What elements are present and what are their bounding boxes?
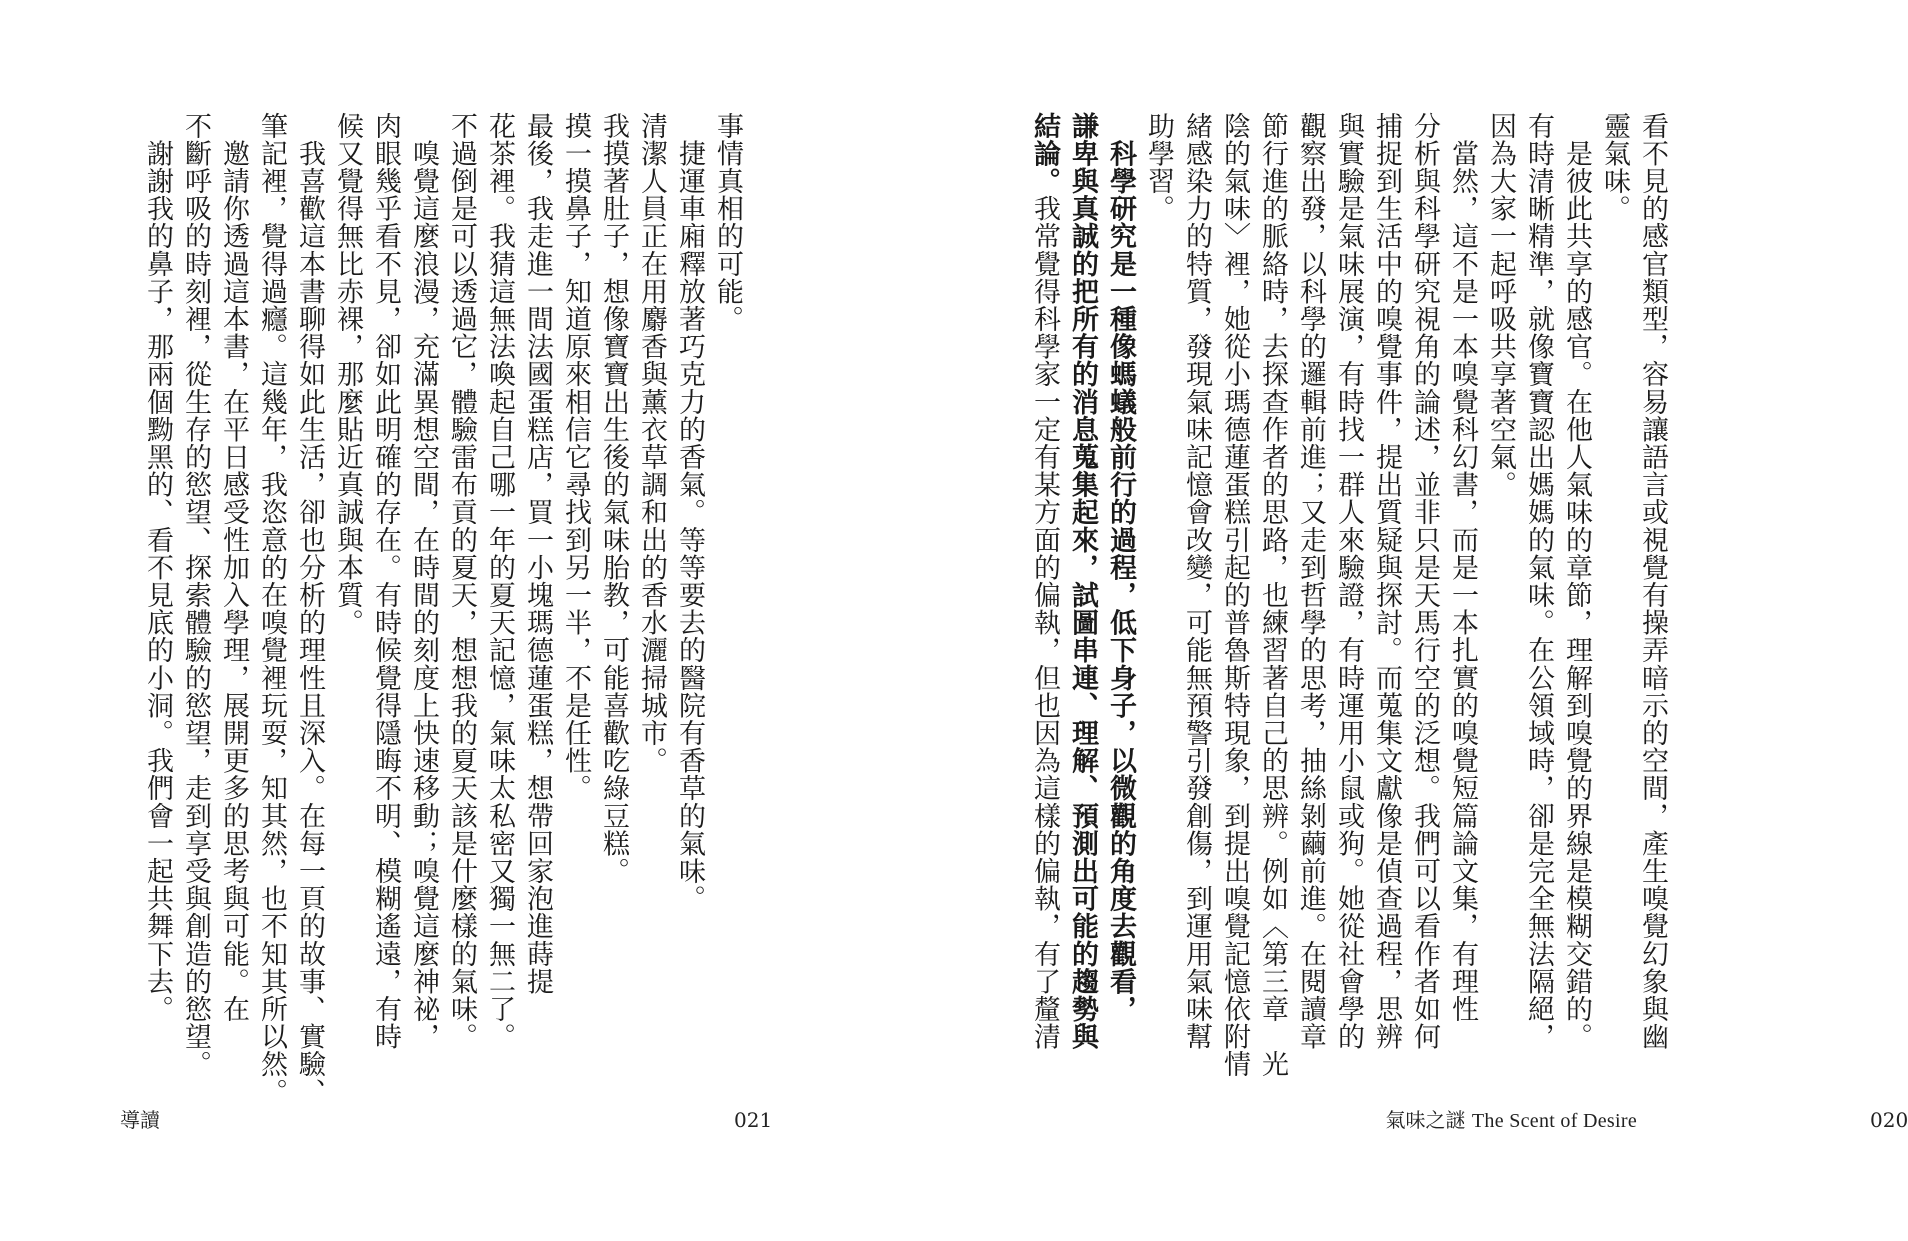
text-column: 候又覺得無比赤裸，那麼貼近真誠與本質。: [332, 112, 363, 637]
page-number: 020: [1870, 1108, 1908, 1132]
text-column: 肉眼幾乎看不見，卻如此明確的存在。有時候覺得隱晦不明、模糊遙遠，有時: [370, 112, 401, 1051]
text-column: 清潔人員正在用麝香與薰衣草調和出的香水灑掃城市。: [636, 112, 667, 775]
page-number: 021: [734, 1108, 773, 1132]
text-column: 事情真相的可能。: [712, 112, 743, 333]
text-column: 嗅覺這麼浪漫，充滿異想空間，在時間的刻度上快速移動；嗅覺這麼神祕，: [408, 112, 439, 1051]
text-column: 與實驗是氣味展演，有時找一群人來驗證，有時運用小鼠或狗。她從社會學的: [1333, 112, 1364, 1051]
text-column: 摸一摸鼻子，知道原來相信它尋找到另一半，不是任性。: [560, 112, 591, 802]
running-footer-section: 導讀: [120, 1108, 160, 1132]
book-title-zh: 氣味之謎: [1385, 1108, 1466, 1132]
running-footer-book-title: [1386, 1108, 1637, 1133]
text-column: 助學習。: [1143, 112, 1174, 223]
text-column: 因為大家一起呼吸共享著空氣。: [1485, 112, 1516, 499]
left-page: [0, 0, 874, 1241]
text-column: 看不見的感官類型，容易讓語言或視覺有操弄暗示的空間，產生嗅覺幻象與幽: [1637, 112, 1668, 1051]
text-column: 不過倒是可以透過它，體驗雷布貢的夏天，想想我的夏天該是什麼樣的氣味。: [446, 112, 477, 1051]
text-emphasis-fragment: 結論。: [1029, 112, 1060, 195]
text-column-emphasis: 科學研究是一種像螞蟻般前行的過程，低下身子，以微觀的角度去觀看，: [1105, 112, 1136, 1023]
text-column: 謝謝我的鼻子，那兩個黝黑的、看不見底的小洞。我們會一起共舞下去。: [142, 112, 173, 1023]
text-column-emphasis: 謙卑與真誠的把所有的消息蒐集起來，試圖串連、理解、預測出可能的趨勢與: [1067, 112, 1098, 1051]
text-column: 當然，這不是一本嗅覺科幻書，而是一本扎實的嗅覺短篇論文集，有理性: [1447, 112, 1478, 1023]
text-column: 陰的氣味〉裡，她從小瑪德蓮蛋糕引起的普魯斯特現象，到提出嗅覺記憶依附情: [1219, 112, 1250, 1078]
text-column: 筆記裡，覺得過癮。這幾年，我恣意的在嗅覺裡玩耍，知其然，也不知其所以然。: [256, 112, 287, 1106]
text-column: 邀請你透過這本書，在平日感受性加入學理，展開更多的思考與可能。在: [218, 112, 249, 1023]
text-column: 我摸著肚子，想像寶寶出生後的氣味胎教，可能喜歡吃綠豆糕。: [598, 112, 629, 885]
text-column: 分析與科學研究視角的論述，並非只是天馬行空的泛想。我們可以看作者如何: [1409, 112, 1440, 1051]
text-column: 觀察出發，以科學的邏輯前進；又走到哲學的思考，抽絲剝繭前進。在閱讀章: [1295, 112, 1326, 1051]
text-column: 靈氣味。: [1599, 112, 1630, 223]
text-column: 我喜歡這本書聊得如此生活，卻也分析的理性且深入。在每一頁的故事、實驗、: [294, 112, 325, 1106]
text-column: 是彼此共享的感官。在他人氣味的章節，理解到嗅覺的界線是模糊交錯的。: [1561, 112, 1592, 1051]
text-column: 有時清晰精準，就像寶寶認出媽媽的氣味。在公領域時，卻是完全無法隔絕，: [1523, 112, 1554, 1051]
text-column: 花茶裡。我猜這無法喚起自己哪一年的夏天記憶，氣味太私密又獨一無二了。: [484, 112, 515, 1051]
text-column: 不斷呼吸的時刻裡，從生存的慾望、探索體驗的慾望，走到享受與創造的慾望。: [180, 112, 211, 1078]
text-column: [1025, 112, 1063, 1051]
text-column: 捕捉到生活中的嗅覺事件，提出質疑與探討。而蒐集文獻像是偵查過程，思辨: [1371, 112, 1402, 1051]
book-title-en: The Scent of Desire: [1471, 1110, 1637, 1132]
text-column-remainder: 我常覺得科學家一定有某方面的偏執，但也因為這樣的偏執，有了釐清: [1029, 194, 1060, 1051]
text-column: 捷運車廂釋放著巧克力的香氣。等等要去的醫院有香草的氣味。: [674, 112, 705, 913]
right-page: [875, 0, 1908, 1241]
text-column: 最後，我走進一間法國蛋糕店，買一小塊瑪德蓮蛋糕，想帶回家泡進蒔提: [522, 112, 553, 996]
right-page-body-text: [1025, 112, 1671, 1078]
left-page-body-text: [138, 112, 746, 1106]
text-column: 節行進的脈絡時，去探查作者的思路，也練習著自己的思辨。例如〈第三章 光: [1257, 112, 1288, 1078]
text-column: 緒感染力的特質，發現氣味記憶會改變，可能無預警引發創傷，到運用氣味幫: [1181, 112, 1212, 1051]
